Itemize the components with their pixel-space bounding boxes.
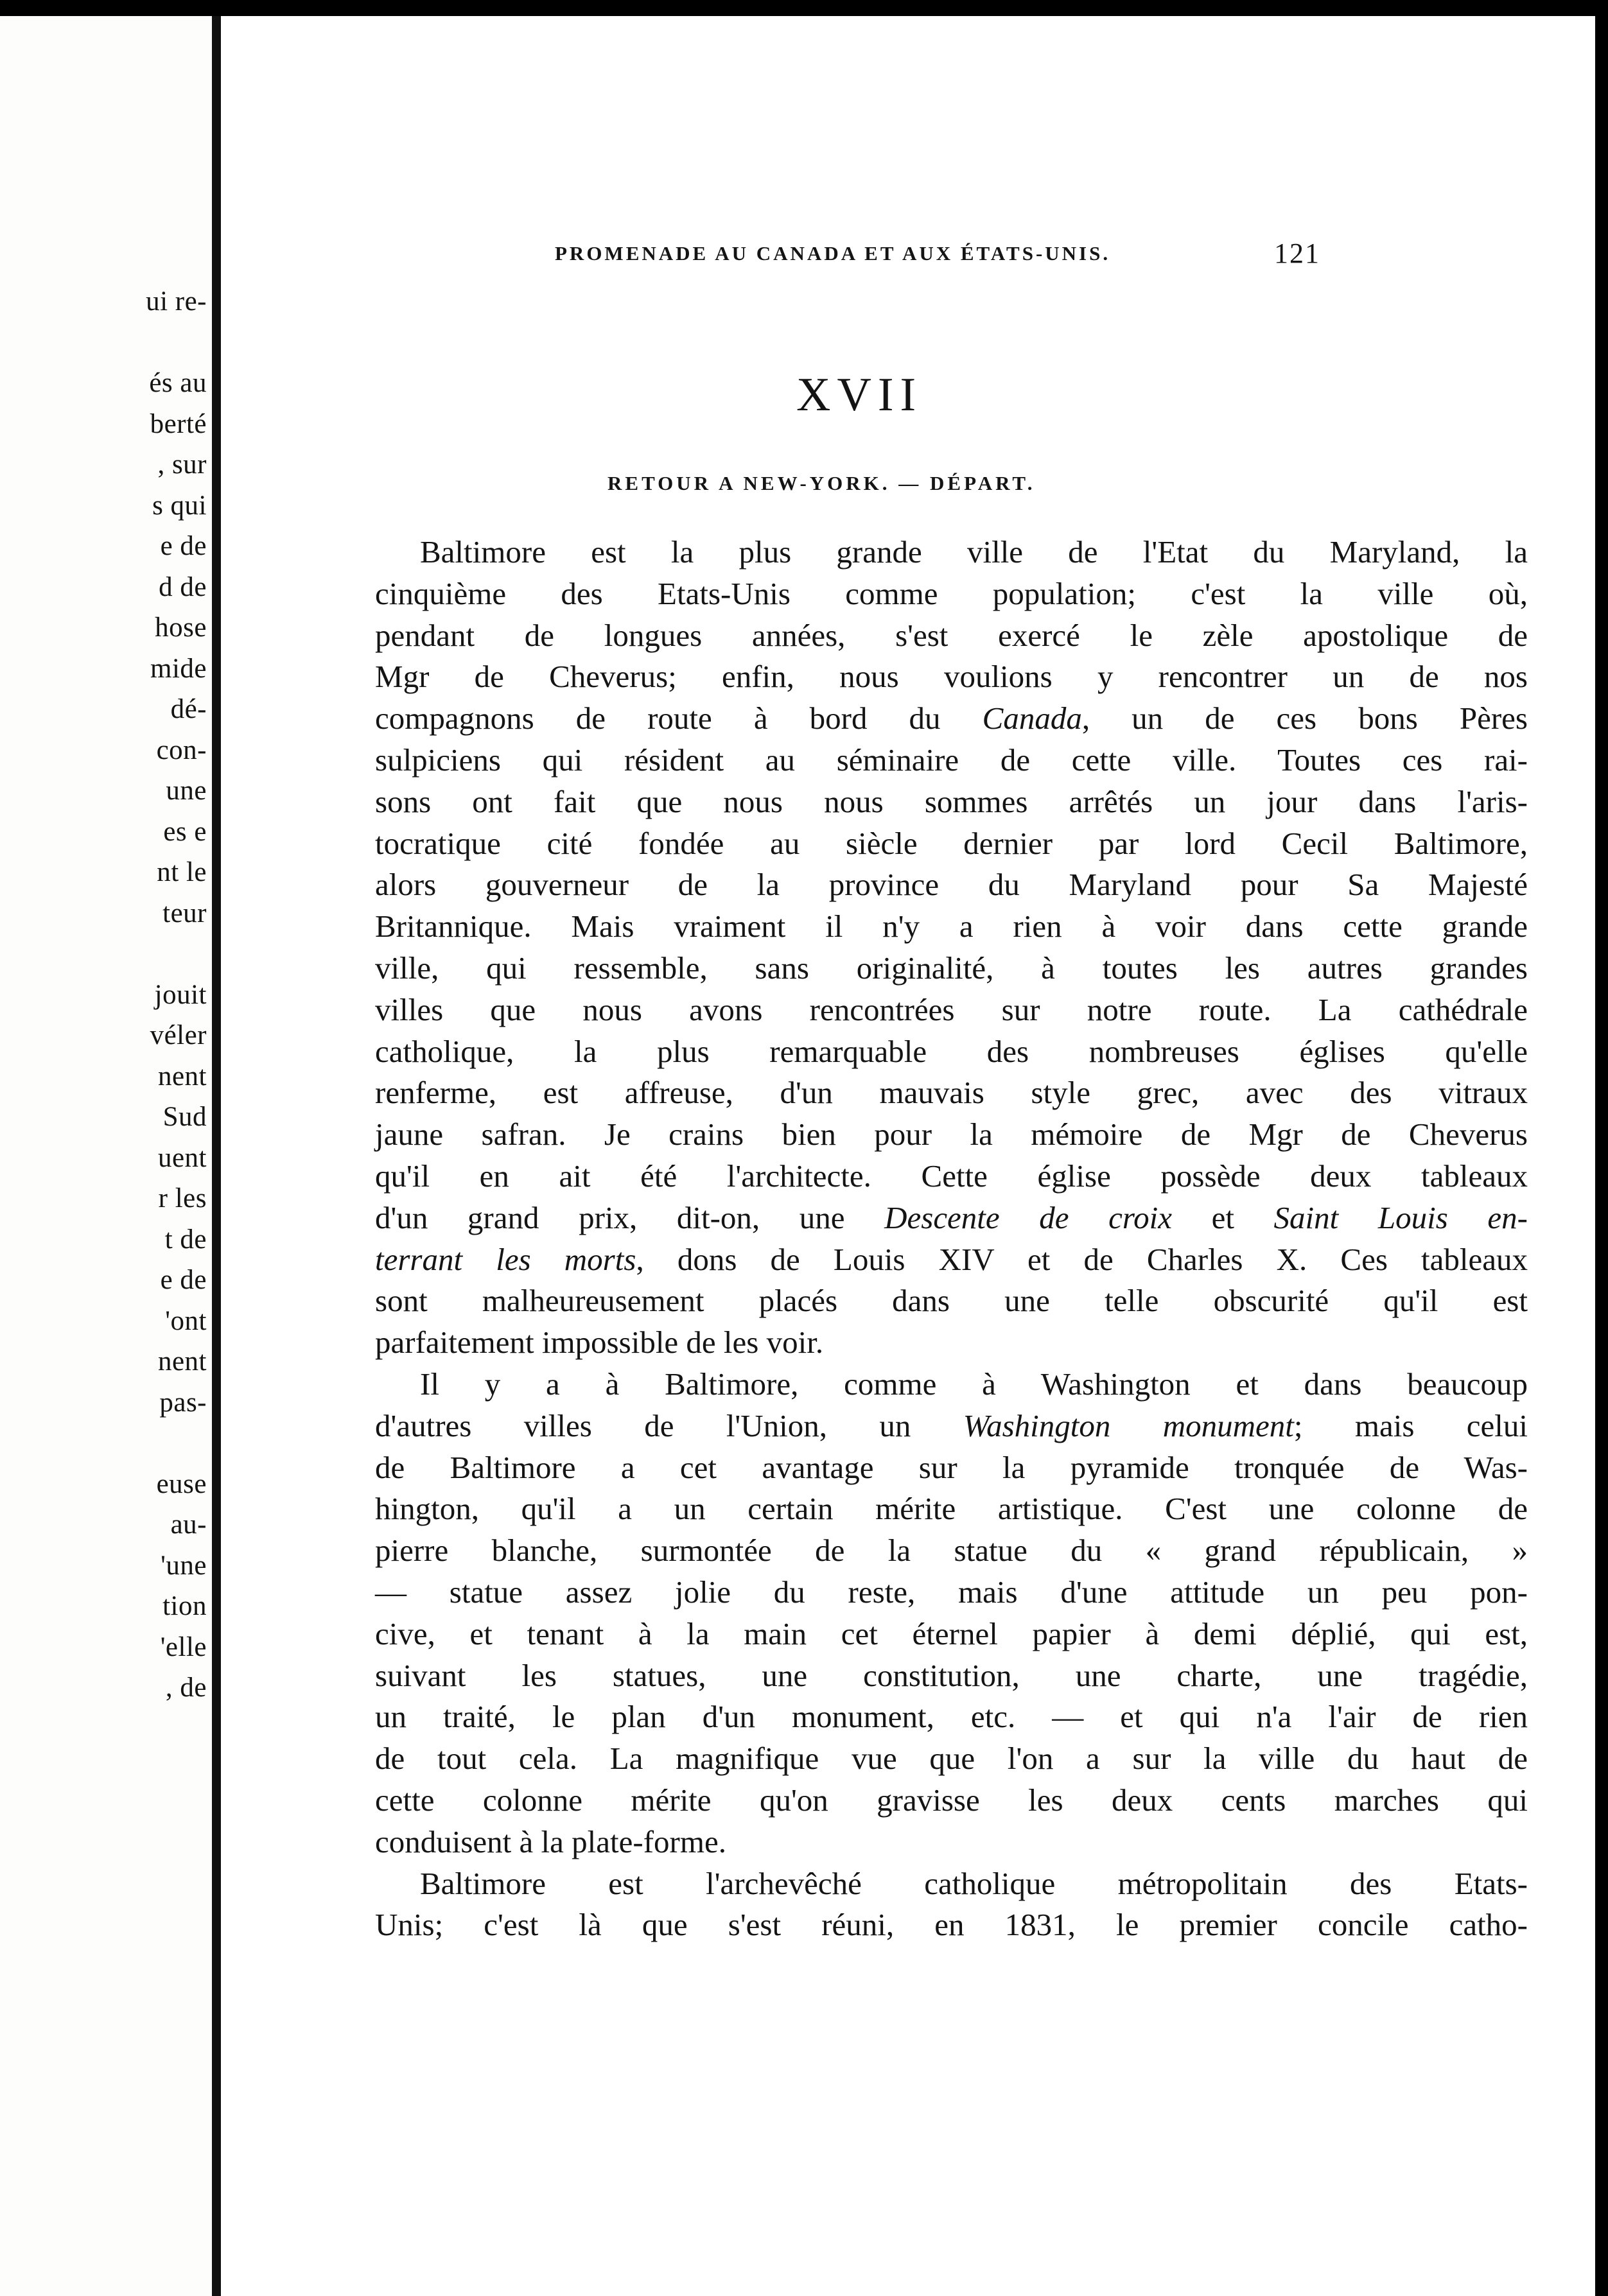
facing-page-line: au- [170, 1509, 207, 1540]
body-line: sons ont fait que nous nous sommes arrêtés un jour dans l'aris- [375, 783, 1528, 819]
body-line: tocratique cité fondée au siècle dernier par lord Cecil Baltimore, [375, 825, 1528, 861]
body-line: compagnons de route à bord du Canada, un de ces bons Pères [375, 700, 1528, 736]
body-line: pierre blanche, surmontée de la statue du « grand républicain, » [375, 1533, 1528, 1569]
body-line: cinquième des Etats-Unis comme population; c'est la ville où, [375, 575, 1528, 611]
body-line: catholique, la plus remarquable des nombreuses églises qu'elle [375, 1033, 1528, 1069]
facing-page-line: jouit [154, 979, 207, 1010]
facing-page-line: nt le [157, 857, 207, 887]
facing-page-line: uent [157, 1142, 207, 1173]
facing-page-line: mide [150, 653, 207, 684]
body-line: Baltimore est l'archevêché catholique métropolitain des Etats- [420, 1865, 1528, 1901]
body-line: jaune safran. Je crains bien pour la mémoire de Mgr de Cheverus [375, 1117, 1528, 1152]
body-line: hington, qu'il a un certain mérite artistique. C'est une colonne de [375, 1491, 1528, 1527]
body-line: sulpiciens qui résident au séminaire de cette ville. Toutes ces rai- [375, 742, 1528, 778]
body-line: renferme, est affreuse, d'un mauvais style grec, avec des vitraux [375, 1075, 1528, 1111]
body-line: pendant de longues années, s'est exercé le zèle apostolique de [375, 617, 1528, 653]
facing-page-line: és au [149, 368, 207, 398]
facing-page-line: , sur [157, 449, 207, 480]
body-line: Mgr de Cheverus; enfin, nous voulions y rencontrer un de nos [375, 659, 1528, 695]
body-line: alors gouverneur de la province du Maryland pour Sa Majesté [375, 867, 1528, 903]
body-line: d'un grand prix, dit-on, une Descente de croix et Saint Louis en- [375, 1199, 1528, 1235]
facing-page-line: es e [163, 816, 207, 847]
running-head: PROMENADE AU CANADA ET AUX ÉTATS-UNIS. [555, 242, 1111, 265]
facing-page-line: pas- [159, 1387, 207, 1418]
body-line: sont malheureusement placés dans une telle obscurité qu'il est [375, 1283, 1528, 1319]
facing-page-line: véler [150, 1020, 207, 1050]
body-line: ville, qui ressemble, sans originalité, à toutes les autres grandes [375, 950, 1528, 986]
body-line: cette colonne mérite qu'on gravisse les deux cents marches qui [375, 1782, 1528, 1818]
book-page [221, 16, 1595, 2296]
facing-page-line: nent [157, 1346, 207, 1377]
body-line: terrant les morts, dons de Louis XIV et de Charles X. Ces tableaux [375, 1241, 1528, 1277]
facing-page-line: t de [164, 1224, 207, 1255]
body-line: villes que nous avons rencontrées sur notre route. La cathédrale [375, 991, 1528, 1027]
facing-page-line: ui re- [146, 286, 207, 317]
chapter-number: XVII [796, 369, 923, 421]
body-line: Baltimore est la plus grande ville de l'Etat du Maryland, la [420, 534, 1528, 570]
facing-page-line: r les [158, 1183, 207, 1213]
body-line: Unis; c'est là que s'est réuni, en 1831, le premier concile catho- [375, 1907, 1528, 1943]
body-line: conduisent à la plate-forme. [375, 1823, 726, 1859]
body-line: un traité, le plan d'un monument, etc. — et qui n'a l'air de rien [375, 1699, 1528, 1735]
body-line: Il y a à Baltimore, comme à Washington et dans beaucoup [420, 1366, 1528, 1402]
body-line: d'autres villes de l'Union, un Washington monument; mais celui [375, 1407, 1528, 1443]
body-line: parfaitement impossible de les voir. [375, 1325, 824, 1361]
body-line: de Baltimore a cet avantage sur la pyramide tronquée de Was- [375, 1449, 1528, 1485]
scan-edge [1595, 0, 1608, 2296]
page-number: 121 [1274, 238, 1320, 269]
facing-page-line: , de [165, 1673, 207, 1703]
facing-page-line: s qui [152, 490, 207, 521]
facing-page-line: con- [156, 735, 207, 765]
facing-page-line: nent [157, 1061, 207, 1091]
facing-page-line: dé- [170, 694, 207, 724]
facing-page-line: euse [156, 1468, 207, 1499]
facing-page-line: 'ont [165, 1305, 207, 1336]
facing-page-line: une [166, 776, 207, 806]
body-line: qu'il en ait été l'architecte. Cette église possède deux tableaux [375, 1158, 1528, 1194]
facing-page-line: teur [162, 898, 207, 928]
facing-page-line: Sud [162, 1102, 207, 1132]
facing-page-line: 'une [161, 1550, 207, 1581]
facing-page-fragment [0, 16, 212, 2296]
facing-page-line: d de [159, 571, 207, 602]
body-line: Britannique. Mais vraiment il n'y a rien à voir dans cette grande [375, 909, 1528, 944]
facing-page-line: tion [162, 1591, 207, 1621]
facing-page-line: berté [150, 408, 207, 439]
facing-page-line: e de [160, 1265, 207, 1295]
facing-page-line: e de [160, 531, 207, 561]
body-line: de tout cela. La magnifique vue que l'on a sur la ville du haut de [375, 1741, 1528, 1777]
book-gutter [212, 16, 221, 2296]
facing-page-line: 'elle [160, 1631, 207, 1662]
body-line: suivant les statues, une constitution, une charte, une tragédie, [375, 1657, 1528, 1693]
facing-page-line: hose [155, 613, 207, 643]
body-line: — statue assez jolie du reste, mais d'une attitude un peu pon- [375, 1574, 1528, 1610]
body-line: cive, et tenant à la main cet éternel papier à demi déplié, qui est, [375, 1615, 1528, 1651]
chapter-title: RETOUR A NEW-YORK. — DÉPART. [607, 472, 1036, 494]
